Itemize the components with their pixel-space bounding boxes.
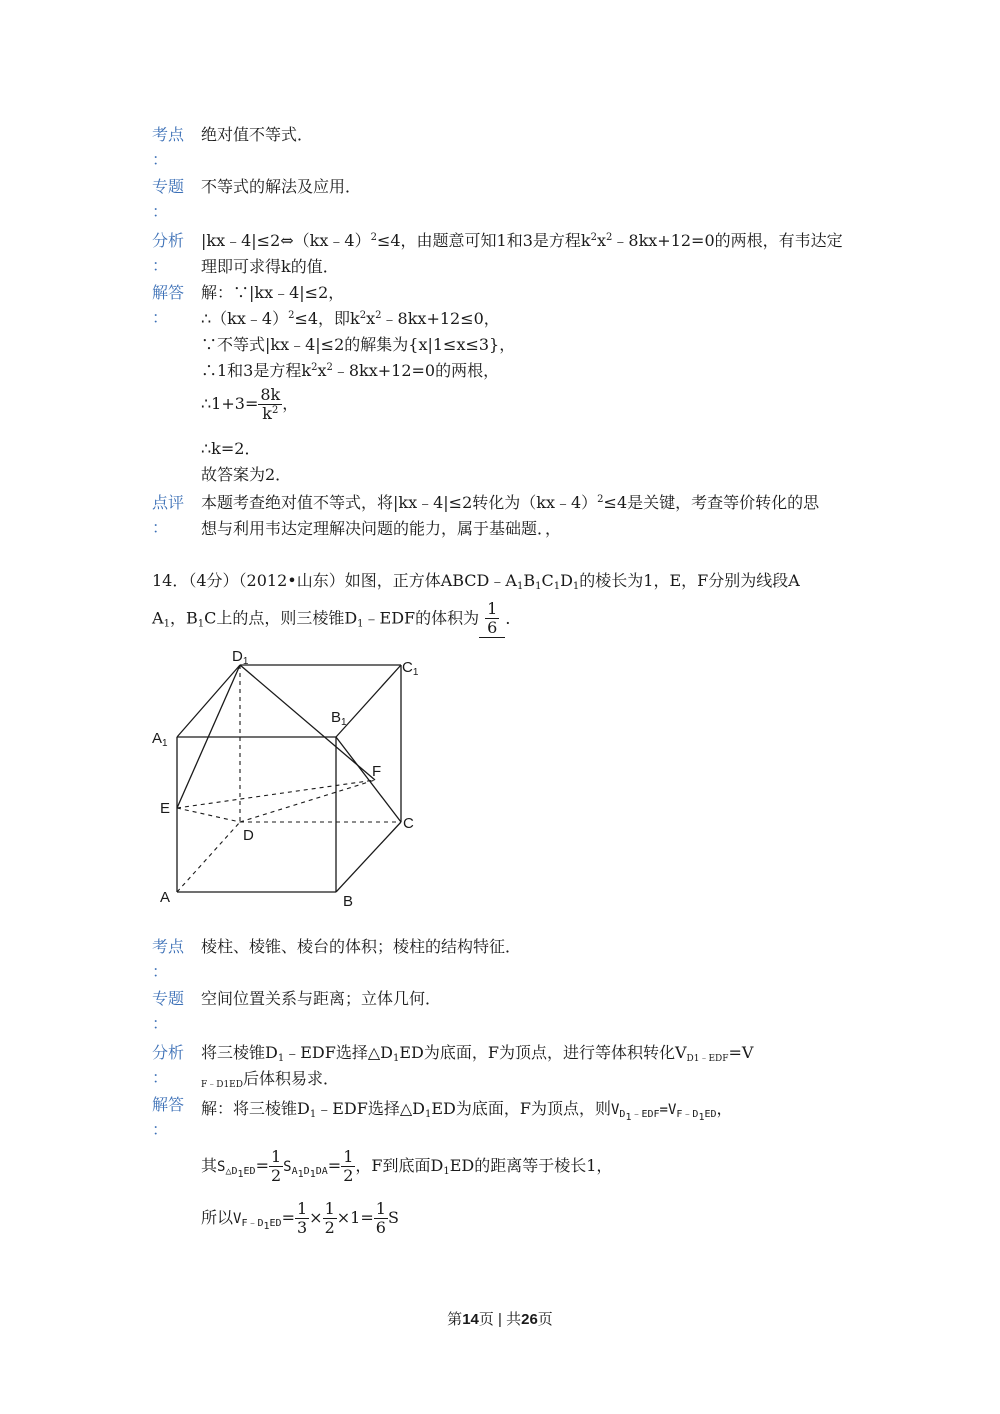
q13-dianping-section <box>152 490 852 546</box>
q13-kaodian-section <box>152 122 852 178</box>
zhuanti-label: 专题 <box>152 177 185 196</box>
fraction-8k-over-k2: $\frac{8k}{k^2}$ <box>260 385 281 423</box>
q14-fenxi-line2: $_{F﹣D1ED}$后体积易求． <box>201 1069 339 1090</box>
label-C1: $C_1$ <box>402 659 419 678</box>
current-page: 14 <box>462 1311 479 1328</box>
q14-jieda-section <box>152 1092 852 1252</box>
q13-jieda-line7: 故答案为2． <box>201 465 292 484</box>
label-B1: $B_1$ <box>331 709 347 728</box>
kaodian-label: 考点 <box>152 937 185 956</box>
q14-jieda-line2: 其$S_{\triangle D_1ED}=$ $\frac{1}{2}$ $S_{A_1D_1DA}=$ $\frac{1}{2}$ ，F到底面$D_1ED$的距离等于棱长1， <box>201 1147 613 1185</box>
q13-zhuanti-section <box>152 174 852 230</box>
answer-blank <box>479 600 505 638</box>
answer-fraction: $\frac{1}{6}$ <box>487 599 498 637</box>
label-colon: ： <box>152 1014 169 1033</box>
label-C: C <box>403 815 414 832</box>
q13-fenxi-line1: |kx﹣4|≤2⇔（kx﹣4）$^2$≤4，由题意可知1和3是方程$k^2x^2﹣8kx+12=0$的两根，有韦达定 <box>201 231 843 250</box>
q14-stem-line1: 14．（4分）（2012•山东）如图，正方体$ABCD﹣A_1B_1C_1D_1$的棱长为1，E，F分别为线段A <box>152 571 800 592</box>
q13-jieda-line4: ∴1和3是方程$k^2x^2﹣8kx+12=0$的两根， <box>201 361 500 380</box>
q14-jieda-line3: 所以$V_{F﹣D_1ED}=$ $\frac{1}{3}$ × $\frac{1}{2}$ ×1= $\frac{1}{6}$ S <box>201 1199 399 1237</box>
q13-jieda-section <box>152 280 852 490</box>
cube-figure <box>150 640 440 915</box>
q14-kaodian-text: 棱柱、棱锥、棱台的体积；棱柱的结构特征． <box>201 937 522 956</box>
q14-zhuanti-section <box>152 986 852 1042</box>
q13-jieda-line5: ∴1+3= $\frac{8k}{k^2}$ ， <box>201 385 299 423</box>
q13-jieda-line6: ∴k=2． <box>201 439 261 458</box>
label-colon: ： <box>152 256 169 275</box>
label-colon: ： <box>152 202 169 221</box>
label-A: A <box>160 889 171 906</box>
q13-jieda-line2: ∴（kx﹣4）$^2$≤4，即$k^2x^2﹣8kx+12\le 0$， <box>201 309 500 328</box>
label-B: B <box>343 893 354 910</box>
label-E: E <box>160 800 171 817</box>
fenxi-label: 分析 <box>152 1043 185 1062</box>
page-footer: 第14页 | 共26页 <box>447 1311 553 1328</box>
q13-jieda-line3: ∵不等式|kx﹣4|≤2的解集为{x|1≤x≤3}， <box>201 335 516 354</box>
label-colon: ： <box>152 962 169 981</box>
q13-dianping-line1: 本题考查绝对值不等式，将|kx﹣4|≤2转化为（kx﹣4）$^2$≤4是关键，考查等价转化的思 <box>201 493 820 512</box>
total-pages: 26 <box>521 1311 538 1328</box>
q13-fenxi-line2: 理即可求得k的值． <box>201 257 339 276</box>
q14-fenxi-section <box>152 1040 852 1096</box>
q13-fenxi-section <box>152 228 852 284</box>
q13-jieda-line1: 解：∵|kx﹣4|≤2， <box>201 283 345 302</box>
q14-stem-line2: $A_1$，$B_1C$上的点，则三棱锥$D_1﹣EDF$的体积为 $\frac{1}{6}$ ． <box>152 599 522 637</box>
q14-jieda-line1: 解：将三棱锥$D_1﹣EDF$选择$\triangle D_1ED$为底面，F为顶点，则$V_{D_1﹣EDF}=V_{F﹣D_1ED}$， <box>201 1099 733 1123</box>
kaodian-label: 考点 <box>152 125 185 144</box>
q14-kaodian-section <box>152 934 852 990</box>
fenxi-label: 分析 <box>152 231 185 250</box>
label-colon: ： <box>152 1068 169 1087</box>
q14-fenxi-line1: 将三棱锥$D_1﹣EDF$选择$\triangle D_1ED$为底面，F为顶点，进行等体积转化$V_{D1﹣EDF}=V$ <box>201 1043 754 1064</box>
label-F: F <box>372 763 382 780</box>
label-colon: ： <box>152 308 169 327</box>
label-D: D <box>243 827 254 844</box>
label-D1: $D_1$ <box>232 648 249 667</box>
label-A1: $A_1$ <box>152 730 168 749</box>
q13-kaodian-text: 绝对值不等式． <box>201 125 314 144</box>
q13-zhuanti-text: 不等式的解法及应用． <box>201 177 362 196</box>
label-colon: ： <box>152 1120 169 1139</box>
zhuanti-label: 专题 <box>152 989 185 1008</box>
jieda-label: 解答 <box>152 1095 185 1114</box>
label-colon: ： <box>152 518 169 537</box>
dianping-label: 点评 <box>152 493 185 512</box>
q13-dianping-line2: 想与利用韦达定理解决问题的能力，属于基础题．， <box>201 519 562 538</box>
jieda-label: 解答 <box>152 283 185 302</box>
label-colon: ： <box>152 150 169 169</box>
q14-zhuanti-text: 空间位置关系与距离；立体几何． <box>201 989 442 1008</box>
